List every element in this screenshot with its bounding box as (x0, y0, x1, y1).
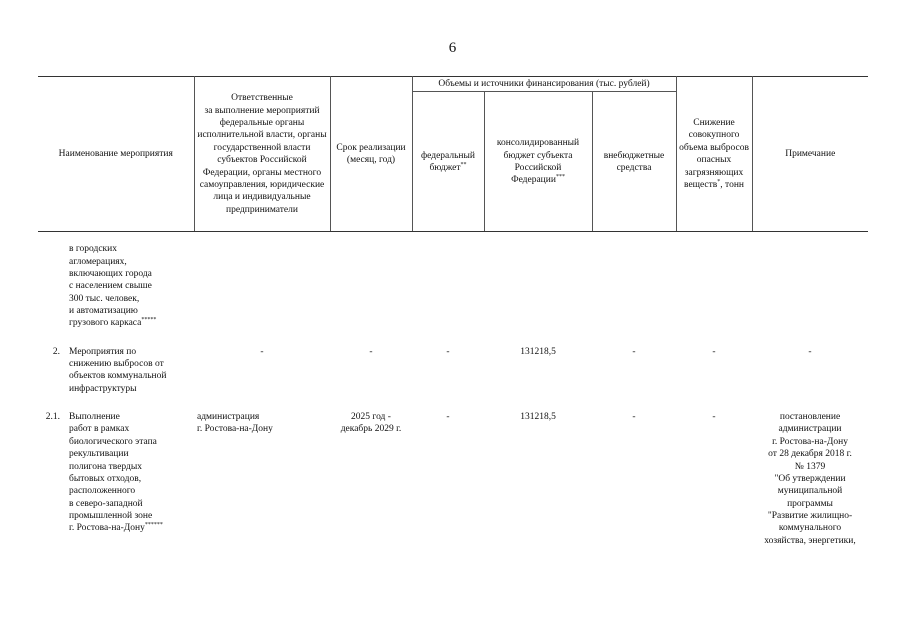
row-federal: - (446, 412, 450, 423)
row-consolidated (484, 242, 592, 330)
row-name: в городских агломерациях, включающих города с населением свыше 300 тыс. человек, и автоматизацию грузового каркаса***** (69, 244, 157, 329)
row-term (330, 242, 412, 330)
row-responsible (194, 242, 330, 330)
header-reduction: Снижение совокупного объема выбросов опасных загрязняющих веществ*, тонн (676, 77, 752, 232)
header-budget-group: Объемы и источники финансирования (тыс. рублей) (412, 77, 676, 92)
table-row (38, 410, 868, 548)
page-number: 6 (448, 40, 457, 56)
row-name: Мероприятия по снижению выбросов от объектов коммунальной инфраструктуры (69, 346, 167, 394)
row-responsible: администрация г. Ростова-на-Дону (197, 412, 273, 435)
row-federal: - (446, 346, 450, 357)
table-row (38, 242, 868, 330)
row-number (38, 242, 66, 330)
row-reduction: - (712, 346, 716, 357)
header-term: Срок реализации (месяц, год) (330, 77, 412, 232)
row-term: 2025 год - декабрь 2029 г. (340, 412, 402, 435)
row-number: 2.1. (45, 412, 60, 423)
row-extrabudget: - (632, 412, 636, 423)
row-reduction: - (712, 412, 716, 423)
header-federal: федеральный бюджет** (412, 92, 484, 232)
row-consolidated: 131218,5 (520, 412, 556, 423)
row-number: 2. (52, 346, 60, 357)
header-consolidated: консолидированный бюджет субъекта Российской Федерации*** (484, 92, 592, 232)
header-name: Наименование мероприятия (38, 77, 194, 232)
row-reduction (676, 242, 752, 330)
header-responsible: Ответственные за выполнение мероприятий федеральные органы исполнительной власти, органы государственной власти субъектов Российской Федерации, органы местного самоуправления, юридические лица и индивидуальные предприниматели (194, 77, 330, 232)
row-extrabudget (592, 242, 676, 330)
row-consolidated: 131218,5 (520, 346, 556, 357)
measures-table (38, 76, 868, 548)
header-note: Примечание (752, 77, 868, 232)
row-responsible: - (260, 346, 264, 357)
row-note (752, 242, 868, 330)
header-extrabudget: внебюджетные средства (592, 92, 676, 232)
row-federal (412, 242, 484, 330)
row-note: - (808, 346, 812, 357)
row-note: постановление администрации г. Ростова-на-Дону от 28 декабря 2018 г. № 1379 "Об утверждении муниципальной программы "Развитие жилищно- коммунального хозяйства, энергетики, (764, 412, 856, 546)
row-term: - (369, 346, 373, 357)
row-extrabudget: - (632, 346, 636, 357)
row-name: Выполнение работ в рамках биологического этапа рекультивации полигона твердых бытовых отходов, расположенного в северо-западной промышленной зоне г. Ростова-на-Дону****** (69, 412, 163, 534)
table-row (38, 345, 868, 396)
